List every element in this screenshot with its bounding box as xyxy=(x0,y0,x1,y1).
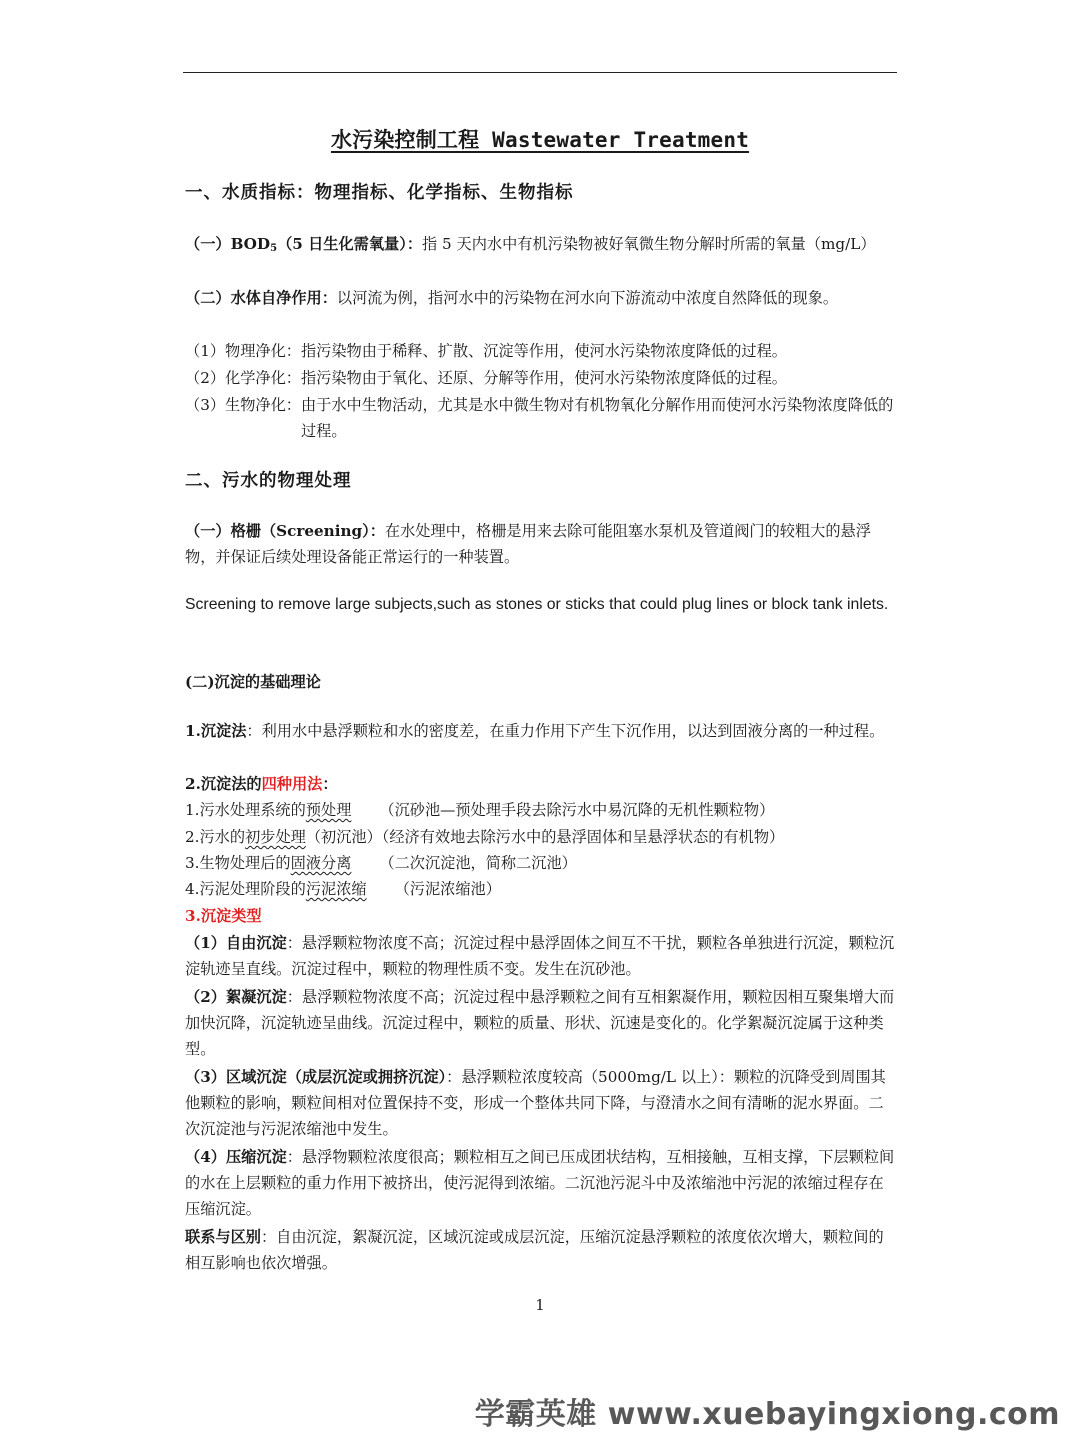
self-purification-label: （二）水体自净作用： xyxy=(185,289,337,307)
sedimentation-type: （2）絮凝沉淀：悬浮颗粒物浓度不高；沉淀过程中悬浮颗粒之间有互相絮凝作用，颗粒因相互聚集增大而加快沉降，沉淀轨迹呈曲线。沉淀过程中，颗粒的质量、形状、沉速是变化的。化学絮凝沉淀属于这种类型。 xyxy=(185,988,895,1058)
watermark: 学霸英雄 www.xuebayingxiong.com xyxy=(474,1397,1060,1432)
sedimentation-method: 1.沉淀法：利用水中悬浮颗粒和水的密度差，在重力作用下产生下沉作用，以达到固液分离的一种过程。 xyxy=(185,722,885,740)
purification-item: （1）物理净化： 指污染物由于稀释、扩散、沉淀等作用，使河水污染物浓度降低的过程。 xyxy=(185,342,787,360)
relation-note: 联系与区别：自由沉淀，絮凝沉淀，区域沉淀或成层沉淀，压缩沉淀悬浮颗粒的浓度依次增大，颗粒间的相互影响也依次增强。 xyxy=(185,1228,884,1272)
sedimentation-heading: (二)沉淀的基础理论 xyxy=(185,673,321,691)
section-1-heading: 一、水质指标：物理指标、化学指标、生物指标 xyxy=(185,183,574,203)
bod-definition xyxy=(185,231,897,262)
document-title: 水污染控制工程 Wastewater Treatment xyxy=(330,128,750,152)
screening-english: Screening to remove large subjects,such as stones or sticks that could plug lines or block tank inlets. xyxy=(185,596,889,613)
sedimentation-use-item: 4.污泥处理阶段的污泥浓缩 （污泥浓缩池） xyxy=(185,880,501,898)
header-rule xyxy=(183,72,897,73)
screening-definition xyxy=(185,518,897,570)
purification-item: （2）化学净化： 指污染物由于氧化、还原、分解等作用，使河水污染物浓度降低的过程。 xyxy=(185,369,787,387)
sedimentation-uses-heading: 2.沉淀法的四种用法： xyxy=(185,775,338,793)
sedimentation-type: （4）压缩沉淀：悬浮物颗粒浓度很高；颗粒相互之间已压成团状结构，互相接触，互相支撑，下层颗粒间的水在上层颗粒的重力作用下被挤出，使污泥得到浓缩。二沉池污泥斗中及浓缩池中污泥的浓缩过程存在压缩沉淀。 xyxy=(185,1148,895,1218)
bod-text: 指 5 天内水中有机污染物被好氧微生物分解时所需的氧量（mg/L） xyxy=(422,235,876,253)
purification-item: （3）生物净化： 由于水中生物活动，尤其是水中微生物对有机物氧化分解作用而使河水污染物浓度降低的过程。 xyxy=(185,396,894,440)
page-number: 1 xyxy=(535,1296,545,1314)
sedimentation-use-item: 1.污水处理系统的预处理 （沉砂池—预处理手段去除污水中易沉降的无机性颗粒物） xyxy=(185,801,775,819)
sedimentation-use-item: 2.污水的初步处理（初沉池）（经济有效地去除污水中的悬浮固体和呈悬浮状态的有机物） xyxy=(185,828,785,846)
screening-text: 在水处理中，格栅是用来去除可能阻塞水泵机及管道阀门的较粗大的悬浮物，并保证后续处理设备能正常运行的一种装置。 xyxy=(185,522,871,566)
bod-label: （一）$BOD_5(5$ 日生化需氧量）： xyxy=(185,235,423,254)
section-2-heading: 二、污水的物理处理 xyxy=(185,471,352,491)
screening-label: （一）格栅（Screening）： xyxy=(185,522,385,540)
sedimentation-use-item: 3.生物处理后的固液分离 （二次沉淀池，简称二沉池） xyxy=(185,854,577,872)
self-purification-text: 以河流为例，指河水中的污染物在河水向下游流动中浓度自然降低的现象。 xyxy=(336,289,839,307)
self-purification-definition xyxy=(185,285,897,311)
sedimentation-types-heading: 3.沉淀类型 xyxy=(185,907,262,925)
sedimentation-type: （3）区域沉淀（成层沉淀或拥挤沉淀）：悬浮颗粒浓度较高（5000mg/L 以上）：颗粒的沉降受到周围其他颗粒的影响，颗粒间相对位置保持不变，形成一个整体共同下降，与澄清水之间有清晰的泥水界面。二次沉淀池与污泥浓缩池中发生。 xyxy=(185,1068,886,1138)
sedimentation-type: （1）自由沉淀：悬浮颗粒物浓度不高；沉淀过程中悬浮固体之间互不干扰，颗粒各单独进行沉淀，颗粒沉淀轨迹呈直线。沉淀过程中，颗粒的物理性质不变。发生在沉砂池。 xyxy=(185,934,895,978)
